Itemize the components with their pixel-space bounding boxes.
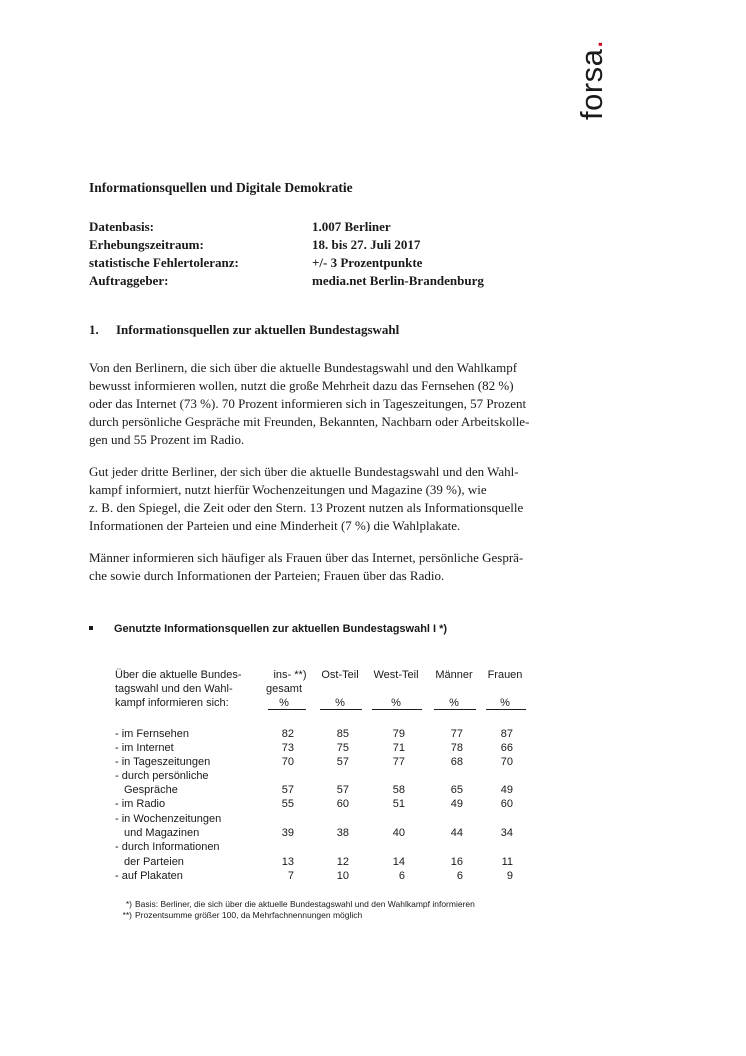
column-rule xyxy=(434,709,476,710)
paragraph-line: che sowie durch Informationen der Parteien; Frauen über das Radio. xyxy=(89,568,445,583)
table-cell: 34 xyxy=(500,827,513,839)
table-cell: 6 xyxy=(456,870,463,882)
column-header: ins- **) xyxy=(273,669,307,681)
table-cell: 39 xyxy=(281,827,294,839)
table-cell: 10 xyxy=(336,870,349,882)
table-cell: 68 xyxy=(450,756,463,768)
table-cell: 75 xyxy=(336,742,349,754)
column-header: Männer xyxy=(435,669,473,681)
column-unit: % xyxy=(500,697,510,709)
meta-label: Erhebungszeitraum: xyxy=(89,237,204,252)
table-cell: 14 xyxy=(392,856,405,868)
paragraph-3 xyxy=(89,549,589,585)
column-unit: % xyxy=(279,697,289,709)
section-title: Informationsquellen zur aktuellen Bundestagswahl xyxy=(116,322,400,337)
document-title: Informationsquellen und Digitale Demokratie xyxy=(89,180,353,195)
table-cell: 11 xyxy=(501,856,513,868)
paragraph-2 xyxy=(89,463,589,535)
forsa-logo xyxy=(553,34,609,120)
footnote xyxy=(110,910,475,921)
row-label-continued: Gespräche xyxy=(124,784,178,796)
table-cell: 85 xyxy=(336,728,349,740)
row-label: - auf Plakaten xyxy=(115,870,183,882)
table-cell: 13 xyxy=(281,856,294,868)
footnote-mark: *) xyxy=(125,899,132,909)
footnote-mark: **) xyxy=(122,910,132,920)
table-cell: 60 xyxy=(500,798,513,810)
table-cell: 9 xyxy=(506,870,513,882)
column-unit: % xyxy=(335,697,345,709)
table-cell: 77 xyxy=(392,756,405,768)
row-label: - in Wochenzeitungen xyxy=(115,813,222,825)
paragraph-line: oder das Internet (73 %). 70 Prozent informieren sich in Tageszeitungen, 57 Prozent xyxy=(89,396,527,411)
row-label: - durch persönliche xyxy=(115,770,209,782)
meta-block xyxy=(89,218,589,290)
section-number: 1. xyxy=(89,322,99,337)
column-header: gesamt xyxy=(265,683,303,695)
bullet-square-icon xyxy=(89,626,93,630)
table-heading xyxy=(89,623,447,635)
table-cell: 55 xyxy=(281,798,294,810)
table-cell: 40 xyxy=(392,827,405,839)
table-cell: 78 xyxy=(450,742,463,754)
table-cell: 79 xyxy=(392,728,405,740)
paragraph-line: bewusst informieren wollen, nutzt die große Mehrheit dazu das Fernsehen (82 %) xyxy=(89,378,514,393)
paragraph-line: z. B. den Spiegel, die Zeit oder den Stern. 13 Prozent nutzen als Informationsquelle xyxy=(89,500,524,515)
table-cell: 70 xyxy=(500,756,513,768)
meta-row xyxy=(89,218,589,236)
row-label: - im Radio xyxy=(115,798,166,810)
table-cell: 44 xyxy=(450,827,463,839)
table-cell: 49 xyxy=(500,784,513,796)
table-cell: 77 xyxy=(450,728,463,740)
table-cell: 58 xyxy=(392,784,405,796)
table-cell: 60 xyxy=(336,798,349,810)
footnote-text: Basis: Berliner, die sich über die aktuelle Bundestagswahl und den Wahlkampf informieren xyxy=(135,899,475,909)
table-cell: 66 xyxy=(500,742,513,754)
paragraph-line: Gut jeder dritte Berliner, der sich über die aktuelle Bundestagswahl und den Wahl- xyxy=(89,464,519,479)
column-header: Ost-Teil xyxy=(321,669,359,681)
row-label-continued: und Magazinen xyxy=(124,827,200,839)
paragraph-line: Von den Berlinern, die sich über die aktuelle Bundestagswahl und den Wahlkampf xyxy=(89,360,518,375)
table-cell: 12 xyxy=(336,856,349,868)
logo-text: forsa xyxy=(574,48,609,120)
table-cell: 16 xyxy=(450,856,463,868)
paragraph-1 xyxy=(89,359,589,449)
column-rule xyxy=(268,709,306,710)
paragraph-line: gen und 55 Prozent im Radio. xyxy=(89,432,245,447)
paragraph-line: Männer informieren sich häufiger als Frauen über das Internet, persönliche Gesprä- xyxy=(89,550,524,565)
footnote xyxy=(110,899,475,910)
table-cell: 57 xyxy=(336,784,349,796)
table-cell: 49 xyxy=(450,798,463,810)
column-header: West-Teil xyxy=(373,669,419,681)
table-cell: 7 xyxy=(287,870,294,882)
row-label: - im Fernsehen xyxy=(115,728,189,740)
table-cell: 6 xyxy=(398,870,405,882)
stub-header-line: Über die aktuelle Bundes- xyxy=(115,669,242,681)
logo-dot: . xyxy=(574,39,609,49)
row-label: - durch Informationen xyxy=(115,841,220,853)
meta-value: 1.007 Berliner xyxy=(312,219,391,234)
table-cell: 57 xyxy=(281,784,294,796)
footnotes xyxy=(110,899,475,921)
table-cell: 38 xyxy=(336,827,349,839)
column-rule xyxy=(486,709,526,710)
meta-value: 18. bis 27. Juli 2017 xyxy=(312,237,421,252)
meta-row xyxy=(89,272,589,290)
column-rule xyxy=(372,709,422,710)
column-unit: % xyxy=(449,697,459,709)
meta-value: +/- 3 Prozentpunkte xyxy=(312,255,423,270)
meta-label: Auftraggeber: xyxy=(89,273,169,288)
stub-header-line: tagswahl und den Wahl- xyxy=(115,683,233,695)
column-rule xyxy=(320,709,362,710)
table-cell: 65 xyxy=(450,784,463,796)
paragraph-line: durch persönliche Gespräche mit Freunden, Bekannten, Nachbarn oder Arbeitskolle- xyxy=(89,414,530,429)
section-heading xyxy=(89,322,399,338)
row-label: - im Internet xyxy=(115,742,174,754)
paragraph-line: Informationen der Parteien und eine Minderheit (7 %) die Wahlplakate. xyxy=(89,518,461,533)
meta-label: statistische Fehlertoleranz: xyxy=(89,255,239,270)
row-label-continued: der Parteien xyxy=(124,856,184,868)
table-cell: 70 xyxy=(281,756,294,768)
stub-header-line: kampf informieren sich: xyxy=(115,697,229,709)
column-header: Frauen xyxy=(487,669,523,681)
meta-label: Datenbasis: xyxy=(89,219,155,234)
table-heading-text: Genutzte Informationsquellen zur aktuellen Bundestagswahl I *) xyxy=(114,623,448,635)
table-cell: 51 xyxy=(392,798,405,810)
meta-row xyxy=(89,236,589,254)
footnote-text: Prozentsumme größer 100, da Mehrfachnennungen möglich xyxy=(135,910,363,920)
table-cell: 71 xyxy=(392,742,405,754)
column-unit: % xyxy=(391,697,401,709)
table-cell: 87 xyxy=(500,728,513,740)
meta-row xyxy=(89,254,589,272)
paragraph-line: kampf informiert, nutzt hierfür Wochenzeitungen und Magazine (39 %), wie xyxy=(89,482,487,497)
table-cell: 82 xyxy=(281,728,294,740)
meta-value: media.net Berlin-Brandenburg xyxy=(312,273,484,288)
table-cell: 57 xyxy=(336,756,349,768)
table-cell: 73 xyxy=(281,742,294,754)
row-label: - in Tageszeitungen xyxy=(115,756,211,768)
